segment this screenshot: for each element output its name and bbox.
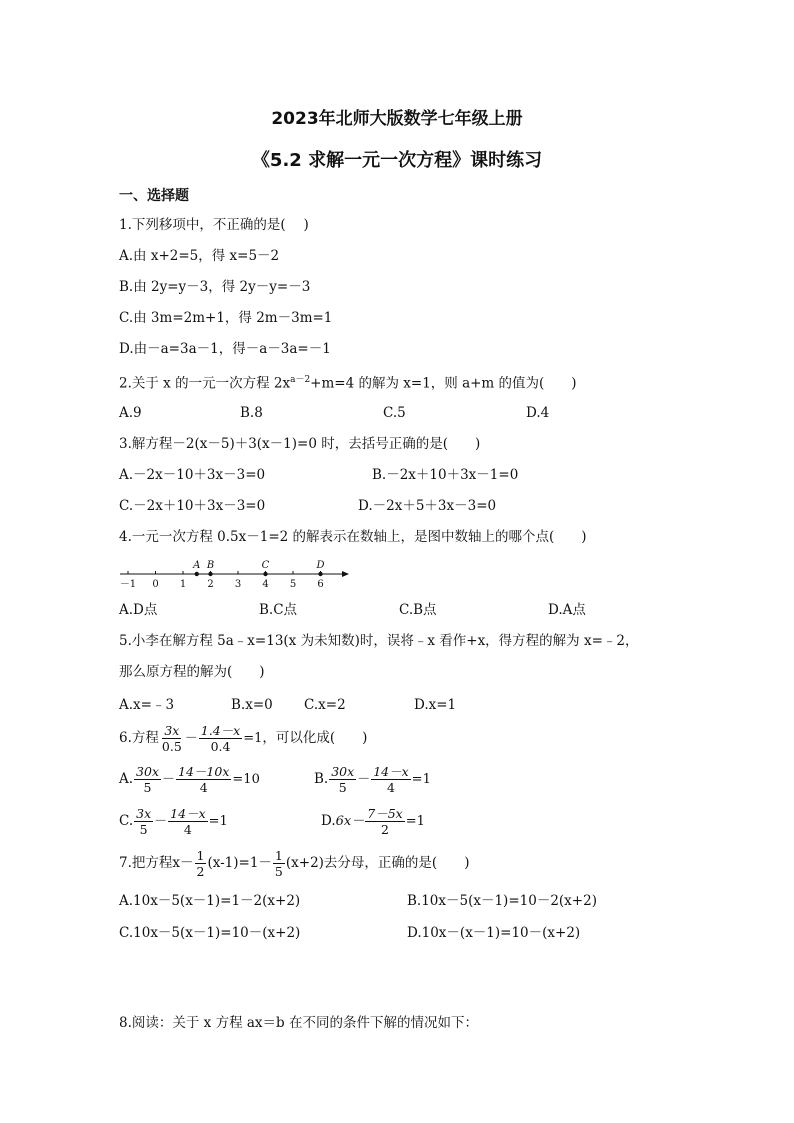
q6-option-d xyxy=(321,804,425,839)
q6-fraction-1 xyxy=(160,723,184,754)
q3-option-c: C.－2x＋10＋3x－3=0 xyxy=(119,498,266,514)
q3-option-a: A.－2x－10＋3x－3=0 xyxy=(119,467,266,483)
q6-equals: =1 xyxy=(243,731,263,746)
q7-f1-denominator: 2 xyxy=(196,864,205,879)
number-line-tick-label: 5 xyxy=(289,579,297,590)
q4-option-d: D.A点 xyxy=(548,602,586,618)
q7-option-a: A.10x－5(x－1)=1－2(x+2) xyxy=(119,893,301,909)
q6-a-equals: =10 xyxy=(232,772,260,787)
q6-stem-pre: 6.方程 xyxy=(119,730,159,746)
q7-fraction-1 xyxy=(195,848,207,879)
q6-b-f1-numerator: 30x xyxy=(331,764,355,779)
number-line-point xyxy=(195,572,199,576)
number-line-arrow xyxy=(342,571,349,577)
q2-option-b: B.8 xyxy=(240,405,263,421)
q1-option-b: B.由 2y=y－3，得 2y－y=－3 xyxy=(119,279,311,295)
document-title: 2023年北师大版数学七年级上册 xyxy=(271,109,523,129)
q6-option-b: B. $\frac{30x}{5}$ － $\frac{14-x}{4}$ =1 xyxy=(314,764,431,795)
number-line-point xyxy=(318,572,322,576)
q6-fraction-2-numerator: 1.4－x xyxy=(200,723,241,738)
section-heading: 一、选择题 xyxy=(119,188,189,204)
q2-option-a: A.9 xyxy=(119,405,142,421)
number-line-point-label: C xyxy=(261,560,270,571)
q6-a-f1-numerator: 30x xyxy=(136,764,160,779)
number-line-tick-label: 4 xyxy=(262,579,269,590)
q1-option-d: D.由－a=3a－1，得－a－3a=－1 xyxy=(119,341,331,357)
q6-d-fraction xyxy=(365,806,404,837)
q6-option-b-label: B. xyxy=(314,771,329,787)
q2-stem-post: +m=4 的解为 x=1，则 a+m 的值为( ) xyxy=(310,375,577,392)
q6-c-f2-denominator: 4 xyxy=(183,822,192,837)
q6-c-fraction-2 xyxy=(168,806,207,837)
q6-b-fraction-1 xyxy=(329,764,356,795)
q6-option-d-label: D. xyxy=(321,813,336,829)
q6-option-c-label: C. xyxy=(119,813,134,829)
q2-stem xyxy=(119,371,577,393)
q7-option-b: B.10x－5(x－1)=10－2(x+2) xyxy=(407,893,597,909)
number-line-point xyxy=(263,572,267,576)
number-line-tick-label: 2 xyxy=(207,579,214,590)
q4-option-b: B.C点 xyxy=(259,602,298,618)
q6-fraction-1-denominator: 0.5 xyxy=(161,739,182,754)
q6-c-f1-numerator: 3x xyxy=(136,806,152,821)
q6-c-fraction-1 xyxy=(134,806,153,837)
q6-a-f1-denominator: 5 xyxy=(143,780,152,795)
q6-option-a: A. $\frac{30x}{5}$ － $\frac{14-10x}{4}$ =10 xyxy=(119,764,260,795)
q6-a-f2-numerator: 14－10x xyxy=(178,764,230,779)
q6-c-f1-denominator: 5 xyxy=(139,822,148,837)
q8-stem: 8.阅读：关于 x 方程 ax＝b 在不同的条件下解的情况如下： xyxy=(119,1015,478,1031)
number-line-point-label: A xyxy=(193,560,201,571)
q1-stem: 1.下列移项中，不正确的是( ) xyxy=(119,217,309,233)
q6-a-fraction-1 xyxy=(134,764,161,795)
number-line-tick-label: 6 xyxy=(317,579,324,590)
q7-f1-numerator: 1 xyxy=(196,848,205,863)
q6-b-fraction-2 xyxy=(371,764,410,795)
document-subtitle: 《5.2 求解一元一次方程》课时练习 xyxy=(251,150,543,171)
q7-f2-numerator: 1 xyxy=(274,848,283,863)
q7-stem-mid: (x-1)=1－ xyxy=(207,855,272,871)
q7-stem xyxy=(119,846,469,880)
q5-stem-line1: 5.小李在解方程 5a﹣x=13(x 为未知数)时，误将﹣x 看作+x，得方程的解为 x=﹣2， xyxy=(119,633,639,649)
number-line-point xyxy=(208,572,212,576)
q6-d-prefix: 6x－ xyxy=(335,814,365,829)
q3-option-b: B.－2x＋10＋3x－1=0 xyxy=(372,467,519,483)
q6-b-f2-denominator: 4 xyxy=(386,780,395,795)
number-line-figure xyxy=(118,554,350,590)
q4-stem: 4.一元一次方程 0.5x－1=2 的解表示在数轴上，是图中数轴上的哪个点( ) xyxy=(119,529,587,545)
q7-stem-post: (x+2)去分母，正确的是( ) xyxy=(285,855,470,871)
q6-c-f2-numerator: 14－x xyxy=(170,806,206,821)
q6-fraction-2-denominator: 0.4 xyxy=(210,739,231,754)
q6-fraction-2 xyxy=(199,723,242,754)
q6-c-equals: =1 xyxy=(208,814,228,829)
q6-a-fraction-2 xyxy=(176,764,231,795)
q2-option-d: D.4 xyxy=(526,405,550,421)
q5-option-a: A.x=﹣3 xyxy=(119,697,175,713)
q2-option-c: C.5 xyxy=(383,405,406,421)
q5-option-b: B.x=0 xyxy=(231,697,273,713)
q6-stem-post: ，可以化成( ) xyxy=(262,730,368,746)
q4-option-c: C.B点 xyxy=(399,602,437,618)
q1-option-c: C.由 3m=2m+1，得 2m－3m=1 xyxy=(119,310,333,326)
number-line-tick-label: 3 xyxy=(234,579,242,590)
q1-option-a: A.由 x+2=5，得 x=5－2 xyxy=(119,248,280,264)
q6-minus: － xyxy=(184,731,198,746)
q7-option-d: D.10x－(x－1)=10－(x+2) xyxy=(407,925,581,941)
q5-option-c: C.x=2 xyxy=(304,697,346,713)
q7-stem-pre: 7.把方程x－ xyxy=(119,855,194,871)
q6-fraction-1-numerator: 3x xyxy=(164,723,180,738)
q7-f2-denominator: 5 xyxy=(274,864,283,879)
q6-b-f2-numerator: 14－x xyxy=(373,764,409,779)
q7-fraction-2 xyxy=(273,848,285,879)
q5-option-d: D.x=1 xyxy=(414,697,457,713)
q6-a-f2-denominator: 4 xyxy=(199,780,208,795)
q6-d-f-denominator: 2 xyxy=(381,822,389,837)
number-line-tick-label: －1 xyxy=(119,579,137,590)
q3-stem: 3.解方程－2(x－5)＋3(x－1)=0 时，去括号正确的是( ) xyxy=(119,436,481,452)
q5-stem-line2: 那么原方程的解为( ) xyxy=(119,664,265,680)
q6-b-f1-denominator: 5 xyxy=(338,780,347,795)
q6-stem xyxy=(119,722,367,755)
q7-option-c: C.10x－5(x－1)=10－(x+2) xyxy=(119,925,301,941)
q2-stem-pre: 2.关于 x 的一元一次方程 2x xyxy=(119,375,291,392)
q4-option-a: A.D点 xyxy=(119,602,158,618)
q2-exponent: a－2 xyxy=(290,375,311,385)
q6-option-a-label: A. xyxy=(119,771,134,787)
q6-d-f-numerator: 7－5x xyxy=(367,806,403,821)
q3-option-d: D.－2x＋5＋3x－3=0 xyxy=(358,498,497,514)
q6-d-equals: =1 xyxy=(405,814,425,829)
q6-option-c: C. $\frac{3x}{5}$ － $\frac{14-x}{4}$ =1 xyxy=(119,806,228,837)
number-line-tick-label: 0 xyxy=(152,579,159,590)
number-line-tick-label: 1 xyxy=(179,579,187,590)
number-line-point-label: D xyxy=(316,560,325,571)
number-line-point-label: B xyxy=(206,560,215,571)
q6-b-equals: =1 xyxy=(411,772,431,787)
